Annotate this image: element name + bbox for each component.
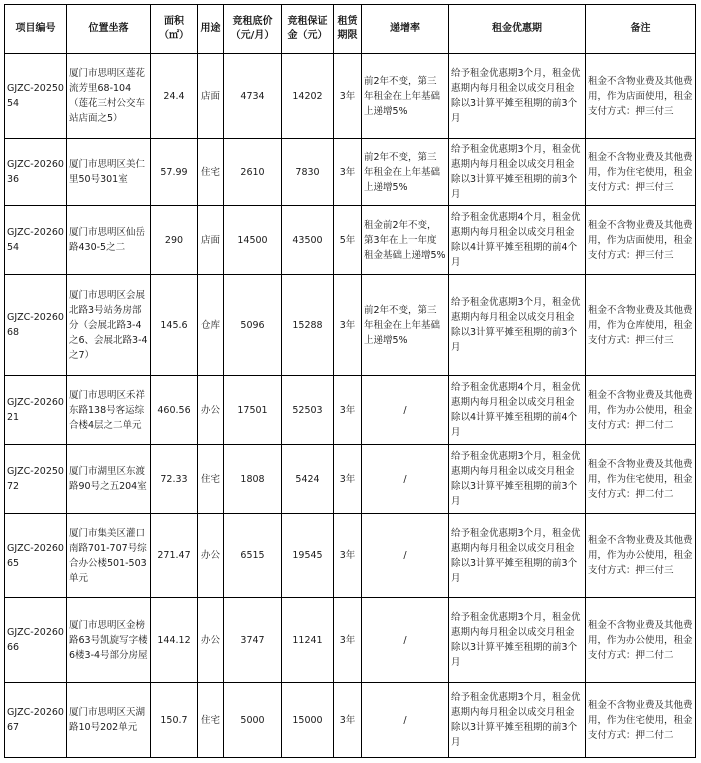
discount-cell: 给予租金优惠期3个月，租金优惠期内每月租金以成交月租金除以3计算平摊至租期的前3个月 [449,139,586,206]
project-id-cell: GJZC-2026054 [5,206,67,275]
price-cell: 3747 [224,598,282,683]
price-cell: 14500 [224,206,282,275]
increase-cell: / [362,514,449,598]
rental-listing-table [4,4,696,758]
area-cell: 271.47 [151,514,198,598]
deposit-cell: 43500 [282,206,334,275]
discount-cell: 给予租金优惠期4个月，租金优惠期内每月租金以成交月租金除以4计算平摊至租期的前4个月 [449,206,586,275]
project-id-cell: GJZC-2025072 [5,445,67,514]
discount-cell: 给予租金优惠期3个月，租金优惠期内每月租金以成交月租金除以3计算平摊至租期的前3个月 [449,275,586,376]
location-cell: 厦门市思明区天湖路10号202单元 [67,683,151,758]
use-cell: 住宅 [198,683,224,758]
increase-cell: 前2年不变，第三年租金在上年基础上递增5% [362,54,449,139]
note-cell: 租金不含物业费及其他费用，作为住宅使用，租金支付方式：押二付二 [586,445,696,514]
location-cell: 厦门市思明区仙岳路430-5之二 [67,206,151,275]
use-cell: 办公 [198,514,224,598]
area-cell: 144.12 [151,598,198,683]
location-cell: 厦门市集美区灌口南路701-707号综合办公楼501-503单元 [67,514,151,598]
discount-cell: 给予租金优惠期3个月，租金优惠期内每月租金以成交月租金除以3计算平摊至租期的前3个月 [449,54,586,139]
term-cell: 3年 [334,139,362,206]
header-row [5,5,696,54]
header-cell: 用途 [198,5,224,54]
increase-cell: / [362,598,449,683]
project-id-cell: GJZC-2026065 [5,514,67,598]
term-cell: 5年 [334,206,362,275]
price-cell: 2610 [224,139,282,206]
discount-cell: 给予租金优惠期4个月，租金优惠期内每月租金以成交月租金除以4计算平摊至租期的前4个月 [449,376,586,445]
location-cell: 厦门市思明区禾祥东路138号客运综合楼4层之二单元 [67,376,151,445]
header-cell: 竞租底价（元/月） [224,5,282,54]
deposit-cell: 15000 [282,683,334,758]
area-cell: 24.4 [151,54,198,139]
location-cell: 厦门市思明区莲花流芳里68-104（莲花三村公交车站店面之5） [67,54,151,139]
use-cell: 店面 [198,54,224,139]
deposit-cell: 7830 [282,139,334,206]
table-row [5,206,696,275]
price-cell: 4734 [224,54,282,139]
discount-cell: 给予租金优惠期3个月，租金优惠期内每月租金以成交月租金除以3计算平摊至租期的前3个月 [449,445,586,514]
area-cell: 460.56 [151,376,198,445]
project-id-cell: GJZC-2026067 [5,683,67,758]
header-cell: 位置坐落 [67,5,151,54]
table-row [5,54,696,139]
note-cell: 租金不含物业费及其他费用，作为店面使用，租金支付方式：押三付三 [586,206,696,275]
note-cell: 租金不含物业费及其他费用，作为店面使用，租金支付方式：押三付三 [586,54,696,139]
header-cell: 租金优惠期 [449,5,586,54]
use-cell: 办公 [198,376,224,445]
note-cell: 租金不含物业费及其他费用，作为办公使用，租金支付方式：押二付二 [586,376,696,445]
deposit-cell: 19545 [282,514,334,598]
note-cell: 租金不含物业费及其他费用，作为住宅使用，租金支付方式：押三付三 [586,139,696,206]
area-cell: 72.33 [151,445,198,514]
location-cell: 厦门市思明区金榜路63号凯旋写字楼6楼3-4号部分房屋 [67,598,151,683]
header-cell: 竞租保证金（元） [282,5,334,54]
use-cell: 住宅 [198,139,224,206]
deposit-cell: 14202 [282,54,334,139]
table-row [5,598,696,683]
project-id-cell: GJZC-2026021 [5,376,67,445]
deposit-cell: 15288 [282,275,334,376]
price-cell: 17501 [224,376,282,445]
price-cell: 5096 [224,275,282,376]
table-row [5,376,696,445]
increase-cell: / [362,683,449,758]
note-cell: 租金不含物业费及其他费用，作为办公使用，租金支付方式：押三付三 [586,514,696,598]
area-cell: 150.7 [151,683,198,758]
table-row [5,514,696,598]
area-cell: 290 [151,206,198,275]
price-cell: 6515 [224,514,282,598]
discount-cell: 给予租金优惠期3个月，租金优惠期内每月租金以成交月租金除以3计算平摊至租期的前3个月 [449,598,586,683]
header-cell: 面积（㎡） [151,5,198,54]
increase-cell: 前2年不变，第三年租金在上年基础上递增5% [362,139,449,206]
term-cell: 3年 [334,683,362,758]
location-cell: 厦门市湖里区东渡路90号之五204室 [67,445,151,514]
deposit-cell: 52503 [282,376,334,445]
term-cell: 3年 [334,54,362,139]
increase-cell: / [362,445,449,514]
location-cell: 厦门市思明区会展北路3号站务房部分（会展北路3-4之6、会展北路3-4之7） [67,275,151,376]
deposit-cell: 5424 [282,445,334,514]
price-cell: 1808 [224,445,282,514]
term-cell: 3年 [334,275,362,376]
header-cell: 递增率 [362,5,449,54]
use-cell: 店面 [198,206,224,275]
discount-cell: 给予租金优惠期3个月，租金优惠期内每月租金以成交月租金除以3计算平摊至租期的前3个月 [449,683,586,758]
increase-cell: 租金前2年不变，第3年在上一年度租金基础上递增5% [362,206,449,275]
term-cell: 3年 [334,445,362,514]
note-cell: 租金不含物业费及其他费用，作为仓库使用，租金支付方式：押三付三 [586,275,696,376]
increase-cell: 前2年不变，第三年租金在上年基础上递增5% [362,275,449,376]
price-cell: 5000 [224,683,282,758]
project-id-cell: GJZC-2026066 [5,598,67,683]
header-cell: 备注 [586,5,696,54]
note-cell: 租金不含物业费及其他费用，作为住宅使用，租金支付方式：押二付二 [586,683,696,758]
header-cell: 项目编号 [5,5,67,54]
location-cell: 厦门市思明区美仁里50号301室 [67,139,151,206]
discount-cell: 给予租金优惠期3个月，租金优惠期内每月租金以成交月租金除以3计算平摊至租期的前3个月 [449,514,586,598]
header-cell: 租赁期限 [334,5,362,54]
use-cell: 办公 [198,598,224,683]
table-row [5,445,696,514]
project-id-cell: GJZC-2025054 [5,54,67,139]
increase-cell: / [362,376,449,445]
project-id-cell: GJZC-2026036 [5,139,67,206]
table-row [5,275,696,376]
use-cell: 仓库 [198,275,224,376]
area-cell: 145.6 [151,275,198,376]
term-cell: 3年 [334,514,362,598]
table-row [5,683,696,758]
area-cell: 57.99 [151,139,198,206]
table-row [5,139,696,206]
project-id-cell: GJZC-2026068 [5,275,67,376]
term-cell: 3年 [334,598,362,683]
note-cell: 租金不含物业费及其他费用，作为办公使用，租金支付方式：押二付二 [586,598,696,683]
use-cell: 住宅 [198,445,224,514]
deposit-cell: 11241 [282,598,334,683]
term-cell: 3年 [334,376,362,445]
